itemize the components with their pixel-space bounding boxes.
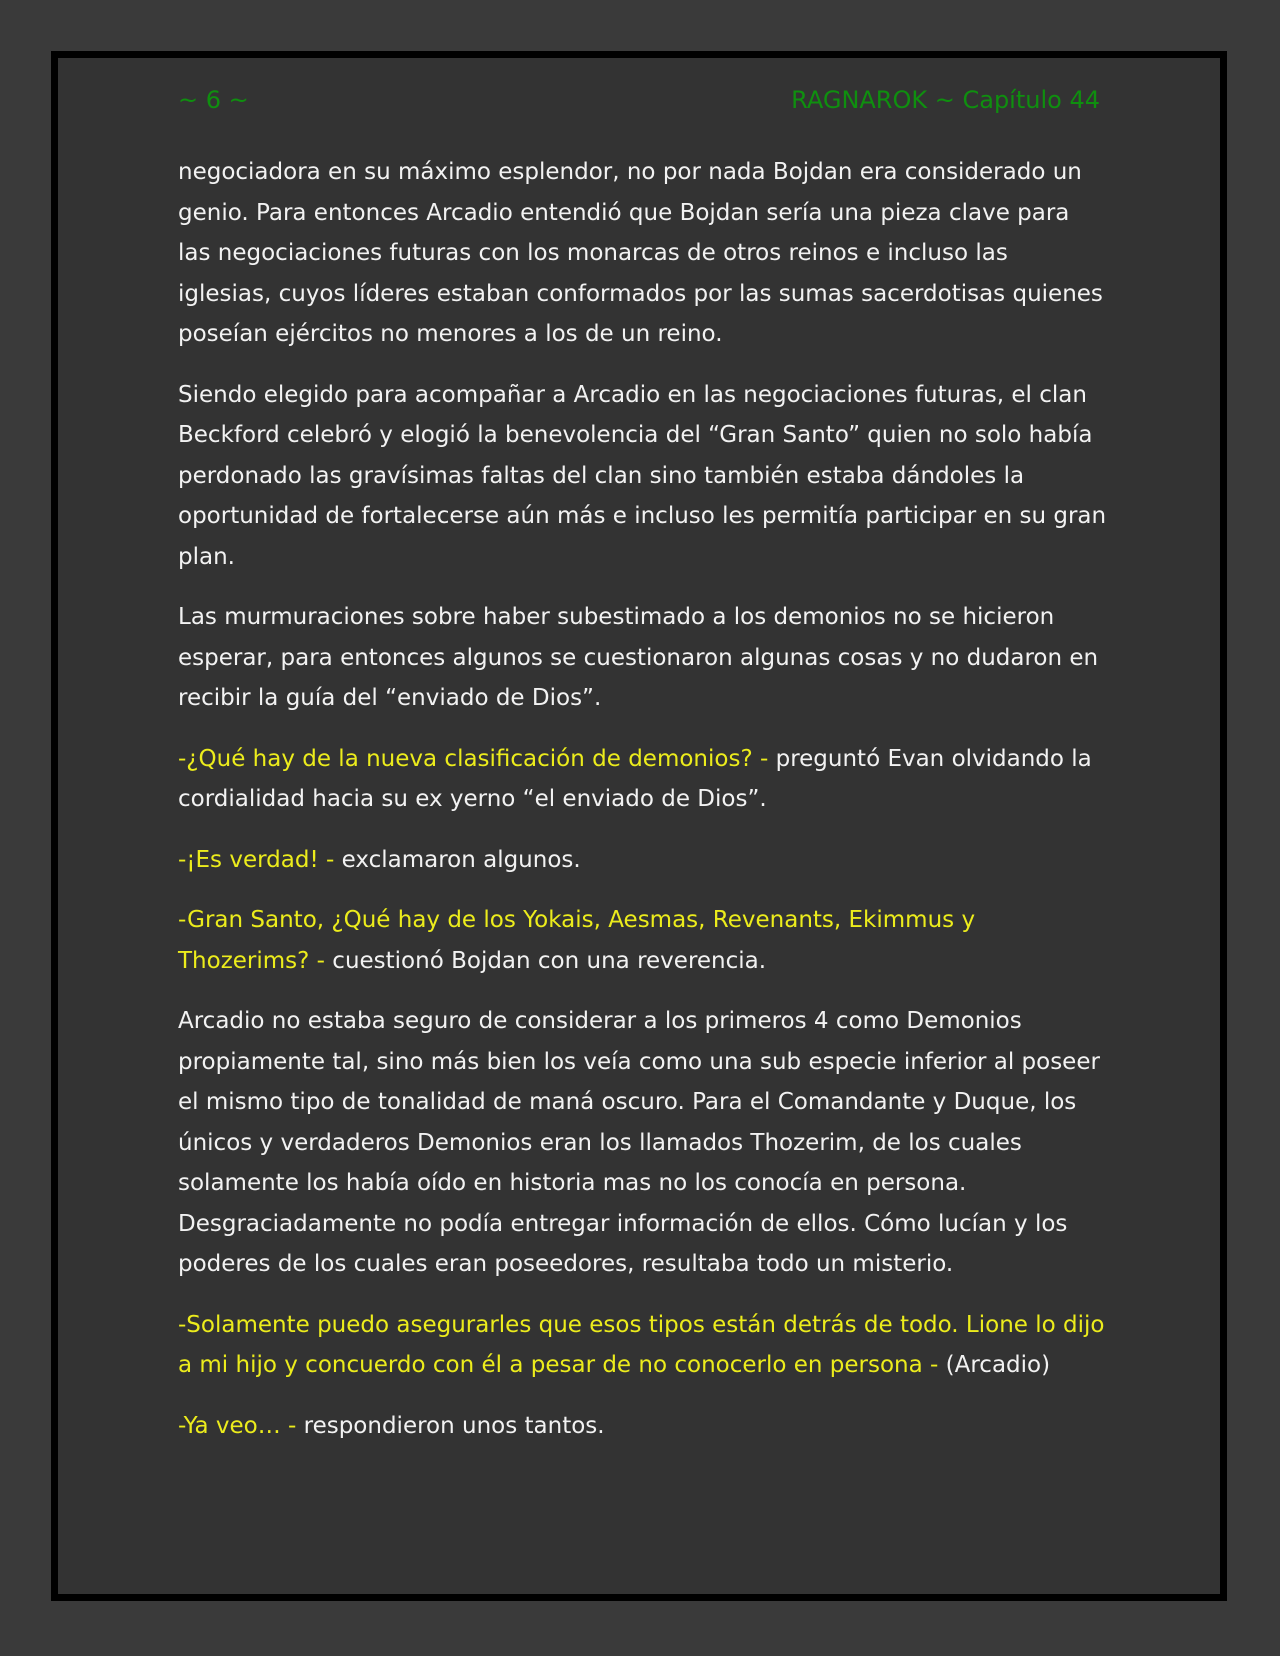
paragraph (178, 1305, 1108, 1386)
narration-text: Siendo elegido para acompañar a Arcadio en las negociaciones futuras, el clan Beckford celebró y elogió la benevolencia del “Gran Santo” quien no solo había perdonado las gravísimas faltas del clan sino también estaba dándoles la oportunidad de fortalecerse aún más e incluso les permitía participar en su gran plan. (178, 381, 1107, 570)
narration-text: exclamaron algunos. (341, 846, 581, 873)
narration-text: Las murmuraciones sobre haber subestimado a los demonios no se hicieron esperar, para entonces algunos se cuestionaron algunas cosas y no dudaron en recibir la guía del “enviado de Dios”. (178, 604, 1099, 711)
paragraph (178, 152, 1108, 355)
paragraph (178, 1406, 1108, 1447)
narration-text: respondieron unos tantos. (303, 1412, 605, 1439)
dialogue-text: -Gran Santo, ¿Qué hay de los Yokais, Aesmas, Revenants, Ekimmus y Thozerims? - (178, 907, 976, 974)
page-header (178, 82, 1100, 118)
dialogue-text: -¡Es verdad! - (178, 846, 342, 873)
narration-text: Arcadio no estaba seguro de considerar a los primeros 4 como Demonios propiamente tal, sino más bien los veía como una sub especie inferior al poseer el mismo tipo de tonalidad de maná oscuro. Para el Comandante y Duque, los únicos y verdaderos Demonios eran los llamados Thozerim, de los cuales solamente los había oído en historia mas no los conocía en persona. Desgraciadamente no podía entregar información de ellos. Cómo lucían y los poderes de los cuales eran poseedores, resultaba todo un misterio. (178, 1008, 1100, 1277)
chapter-text (178, 152, 1108, 1466)
dialogue-text: -Solamente puedo asegurarles que esos tipos están detrás de todo. Lione lo dijo a mi hijo y concuerdo con él a pesar de no conocerlo en persona - (178, 1311, 1105, 1378)
dialogue-text: -Ya veo… - (178, 1412, 304, 1439)
paragraph (178, 739, 1108, 820)
running-title: RAGNAROK ~ Capítulo 44 (791, 86, 1100, 114)
narration-text: preguntó Evan olvidando la cordialidad hacia su ex yerno “el enviado de Dios”. (178, 745, 1092, 812)
page-number: ~ 6 ~ (178, 86, 249, 114)
narration-text: cuestionó Bojdan con una reverencia. (332, 947, 767, 974)
paragraph (178, 1001, 1108, 1285)
paragraph (178, 375, 1108, 578)
page (51, 51, 1227, 1601)
paragraph (178, 900, 1108, 981)
narration-text: negociadora en su máximo esplendor, no por nada Bojdan era considerado un genio. Para entonces Arcadio entendió que Bojdan sería una pieza clave para las negociaciones futuras con los monarcas de otros reinos e incluso las iglesias, cuyos líderes estaban conformados por las sumas sacerdotisas quienes poseían ejércitos no menores a los de un reino. (178, 159, 1103, 347)
dialogue-text: -¿Qué hay de la nueva clasificación de demonios? - (178, 745, 776, 772)
paragraph (178, 597, 1108, 719)
paragraph (178, 840, 1108, 881)
narration-text: (Arcadio) (945, 1352, 1051, 1378)
